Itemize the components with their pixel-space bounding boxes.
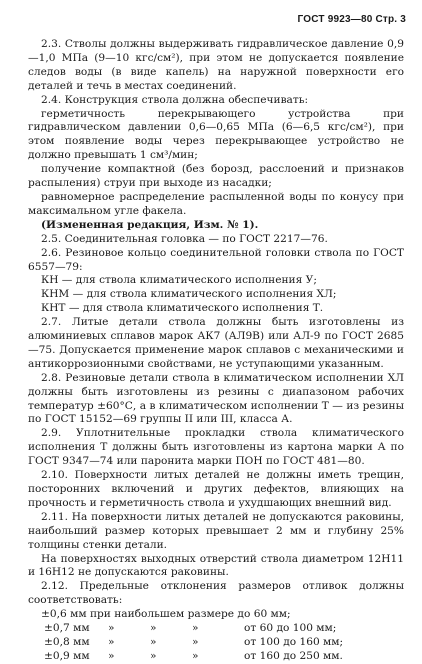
ditto-mark: » xyxy=(108,635,115,648)
amendment-note: (Измененная редакция, Изм. № 1). xyxy=(41,218,259,231)
paragraph-2-4: 2.4. Конструкция ствола должна обеспечивать: xyxy=(41,93,309,106)
paragraph-2-4-distribution: равномерное распределение распыленной воды по конусу при максимальном угле факела. xyxy=(28,190,404,217)
paragraph-2-4-tightness: герметичность перекрывающего устройства при гидравлическом давлении 0,6—0,65 МПа (6—6,5 кгс/см²), при этом появление воды через перекрывающее устройство не должно превышать 1 см³/мин; xyxy=(28,107,404,162)
tolerance-value: ±0,8 мм xyxy=(44,635,90,648)
tolerance-value: ±0,7 мм xyxy=(44,622,90,635)
tolerance-row xyxy=(28,622,404,636)
ditto-mark: » xyxy=(108,649,115,662)
paragraph-2-12: 2.12. Предельные отклонения размеров отливок должны соответствовать: xyxy=(28,580,404,607)
tolerance-value: ±0,9 мм xyxy=(44,649,90,662)
paragraph-2-9: 2.9. Уплотнительные прокладки ствола климатического исполнения Т должны быть изготовлены из картона марки А по ГОСТ 9347—74 или паронита марки ПОН по ГОСТ 481—80. xyxy=(28,427,404,468)
ditto-mark: » xyxy=(150,649,157,662)
ditto-mark: » xyxy=(150,622,157,635)
paragraph-2-5: 2.5. Соединительная головка — по ГОСТ 2217—76. xyxy=(41,232,328,245)
paragraph-2-7: 2.7. Литые детали ствола должны быть изготовлены из алюминиевых сплавов марок АК7 (АЛ9В) или АЛ-9 по ГОСТ 2685—75. Допускается применение марок сплавов с механическими и антикоррозионными свойствами, не уступающими указанным. xyxy=(28,316,404,370)
ditto-mark: » xyxy=(108,622,115,635)
ring-knm: КНМ — для ствола климатического исполнения ХЛ; xyxy=(41,288,337,301)
paragraph-2-3: 2.3. Стволы должны выдерживать гидравлическое давление 0,9—1,0 МПа (9—10 кгс/см²), при этом не допускается появление следов воды (в виде капель) на наружной поверхности его деталей и течь в местах соединений. xyxy=(28,38,404,92)
paragraph-2-10: 2.10. Поверхности литых деталей не должны иметь трещин, посторонних включений и других дефектов, влияющих на прочность и герметичность ствола и ухудшающих внешний вид. xyxy=(28,469,404,509)
paragraph-2-11: 2.11. На поверхности литых деталей не допускаются раковины, наибольший размер которых превышает 2 мм и глубину 25% толщины стенки детали. xyxy=(28,510,404,551)
ditto-mark: » xyxy=(192,649,199,662)
tolerance-range: от 60 до 100 мм; xyxy=(244,622,337,635)
paragraph-2-4-jet: получение компактной (без борозд, расслоений и признаков распыления) струи при выходе из насадки; xyxy=(28,163,404,190)
tolerance-first: ±0,6 мм при наибольшем размере до 60 мм; xyxy=(41,608,291,621)
tolerance-range: от 100 до 160 мм; xyxy=(244,635,344,648)
ditto-mark: » xyxy=(192,635,199,648)
ditto-mark: » xyxy=(192,622,199,635)
ring-kn: КН — для ствола климатического исполнения У; xyxy=(41,274,317,287)
document-body xyxy=(28,38,404,664)
paragraph-2-6: 2.6. Резиновое кольцо соединительной головки ствола по ГОСТ 6557—79: xyxy=(28,246,404,273)
paragraph-2-8: 2.8. Резиновые детали ствола в климатическом исполнении ХЛ должны быть изготовлены из резины с диапазоном рабочих температур ±60°С, а в климатическом исполнении Т — из резины по ГОСТ 15152—69 группы II или III, класса А. xyxy=(28,371,404,426)
ditto-mark: » xyxy=(150,635,157,648)
paragraph-2-11-outlets: На поверхностях выходных отверстий ствола диаметром 12Н11 и 16Н12 не допускаются раковины. xyxy=(28,552,404,579)
tolerance-row xyxy=(28,636,404,650)
ring-knt: КНТ — для ствола климатического исполнения Т. xyxy=(41,302,324,315)
tolerance-range: от 160 до 250 мм. xyxy=(244,649,343,662)
tolerance-row xyxy=(28,650,404,664)
page-header: ГОСТ 9923—80 Стр. 3 xyxy=(297,14,406,25)
